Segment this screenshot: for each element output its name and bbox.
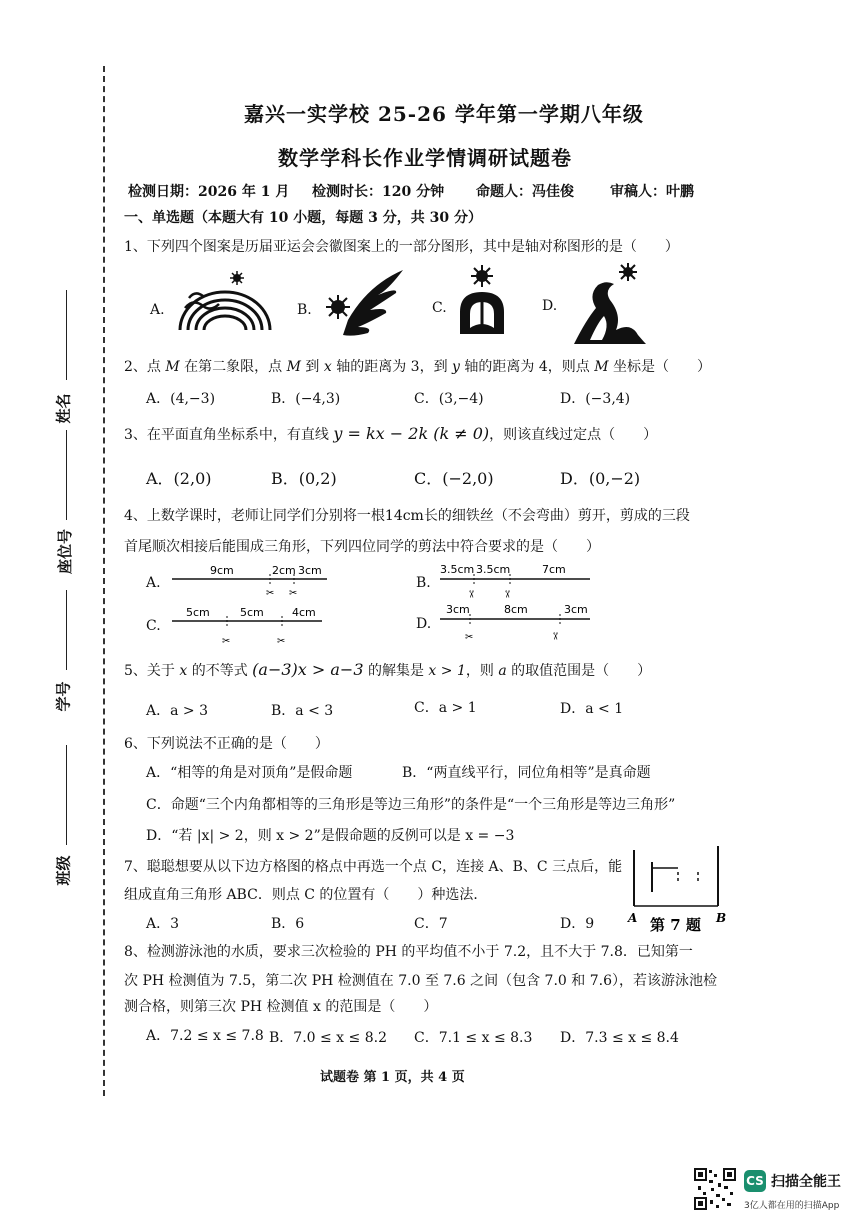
question-1-stem: 1、下列四个图案是历届亚运会会徽图案上的一部分图形，其中是轴对称图形的是（ ） xyxy=(124,239,679,255)
q2-option-b: B．(−4,3) xyxy=(271,391,341,407)
q8-option-a: A．7.2 ≤ x ≤ 7.8 xyxy=(146,1028,264,1044)
question-2-stem: 2、点 M 在第二象限，点 M 到 x 轴的距离为 3，到 y 轴的距离为 4，则点 M 坐标是（ ） xyxy=(124,359,712,375)
q7-option-a: A．3 xyxy=(146,916,180,932)
q4-d-seg-2: 8cm xyxy=(504,603,528,616)
scissors-icon: ✂ xyxy=(289,588,298,599)
class-write-line xyxy=(66,745,67,845)
exam-reviewer: 审稿人：叶鹏 xyxy=(610,184,694,200)
scissors-icon: ✂ xyxy=(266,588,275,599)
q1-option-c: C. xyxy=(432,300,447,316)
q1-figure-c xyxy=(452,262,512,342)
side-label-seat: 座位号 xyxy=(56,528,75,575)
scissors-icon: ✂ xyxy=(549,632,560,641)
name-write-line xyxy=(66,290,67,380)
q4-b-seg-1: 3.5cm xyxy=(440,563,475,576)
q7-option-b: B．6 xyxy=(271,916,305,932)
title-line-2: 数学学科长作业学情调研试题卷 xyxy=(278,146,572,170)
q4-b-seg-3: 7cm xyxy=(542,563,566,576)
q4-d-seg-1: 3cm xyxy=(446,603,470,616)
q7-option-c: C．7 xyxy=(414,916,448,932)
q5-option-a: A．a > 3 xyxy=(146,703,208,719)
exam-duration: 检测时长：120 分钟 xyxy=(312,184,445,200)
q1-figure-d xyxy=(566,260,656,348)
question-7-stem-line1: 7、聪聪想要从以下边方格图的格点中再选一个点 C，连接 A、B、C 三点后，能 xyxy=(124,859,623,875)
q1-figure-b xyxy=(318,265,408,345)
question-4-stem-line2: 首尾顺次相接后能围成三角形，下列四位同学的剪法中符合要求的是（ ） xyxy=(124,539,600,555)
question-8-stem-line3: 测合格，则第三次 PH 检测值 x 的范围是（ ） xyxy=(124,999,438,1015)
scissors-icon: ✂ xyxy=(501,590,512,599)
scissors-icon: ✂ xyxy=(277,636,286,647)
q4-b-seg-2: 3.5cm xyxy=(476,563,511,576)
q4-a-seg-1: 9cm xyxy=(210,564,234,577)
q4-a-seg-3: 3cm xyxy=(298,564,322,577)
q4-option-d-label: D. xyxy=(416,616,432,632)
q4-figure-a xyxy=(172,562,332,602)
scissors-icon: ✂ xyxy=(465,590,476,599)
q3-option-a: A．(2,0) xyxy=(146,469,212,488)
q7-grid-figure xyxy=(628,842,738,932)
question-6-stem: 6、下列说法不正确的是（ ） xyxy=(124,736,329,752)
binding-dashed-line xyxy=(103,66,105,1096)
question-3-stem: 3、在平面直角坐标系中，有直线 y = kx − 2k (k ≠ 0)，则该直线过定点（ ） xyxy=(124,424,658,443)
q4-c-seg-2: 5cm xyxy=(240,606,264,619)
q3-option-b: B．(0,2) xyxy=(271,469,337,488)
watermark-tagline: 3亿人都在用的扫描App xyxy=(744,1201,840,1211)
question-7-stem-line2: 组成直角三角形 ABC．则点 C 的位置有（ ）种选法． xyxy=(124,887,488,903)
q1-figure-a xyxy=(175,268,275,348)
exam-date: 检测日期：2026 年 1 月 xyxy=(128,184,290,200)
q2-option-d: D．(−3,4) xyxy=(560,391,631,407)
q4-figure-c xyxy=(172,604,332,646)
seat-write-line xyxy=(66,430,67,520)
q7-figure-label: 第 7 题 xyxy=(650,916,701,934)
q5-option-b: B．a < 3 xyxy=(271,703,334,719)
q3-option-d: D．(0,−2) xyxy=(560,469,641,488)
q4-c-seg-3: 4cm xyxy=(292,606,316,619)
id-write-line xyxy=(66,590,67,670)
side-label-name: 姓名 xyxy=(54,393,73,424)
q6-option-b: B．“两直线平行，同位角相等”是真命题 xyxy=(402,765,651,781)
q6-option-c: C．命题“三个内角都相等的三角形是等边三角形”的条件是“一个三角形是等边三角形” xyxy=(146,797,676,813)
question-8-stem-line1: 8、检测游泳池的水质，要求三次检验的 PH 的平均值不小于 7.2，且不大于 7.8．已知第一 xyxy=(124,944,693,960)
question-5-stem: 5、关于 x 的不等式 (a−3)x > a−3 的解集是 x > 1，则 a 的取值范围是（ ） xyxy=(124,660,652,679)
q6-option-d: D．“若 |x| > 2，则 x > 2”是假命题的反例可以是 x = −3 xyxy=(146,828,515,844)
qr-code-icon xyxy=(694,1168,736,1210)
q2-option-a: A．(4,−3) xyxy=(146,391,216,407)
q5-option-c: C．a > 1 xyxy=(414,700,477,716)
side-label-id: 学号 xyxy=(54,681,73,712)
q4-a-seg-2: 2cm xyxy=(272,564,296,577)
q1-option-b: B. xyxy=(297,302,312,318)
q4-option-b-label: B. xyxy=(416,575,431,591)
scissors-icon: ✂ xyxy=(222,636,231,647)
q7-option-d: D．9 xyxy=(560,916,595,932)
q4-c-seg-1: 5cm xyxy=(186,606,210,619)
q7-point-b: B xyxy=(716,911,727,925)
q1-option-a: A. xyxy=(150,302,165,318)
q4-option-a-label: A. xyxy=(146,575,161,591)
q8-option-b: B．7.0 ≤ x ≤ 8.2 xyxy=(269,1030,387,1046)
title-line-1: 嘉兴一实学校 25-26 学年第一学期八年级 xyxy=(244,102,644,126)
page-footer: 试题卷 第 1 页，共 4 页 xyxy=(320,1070,465,1085)
scissors-icon: ✂ xyxy=(465,632,474,643)
q1-option-d: D. xyxy=(542,298,558,314)
q4-figure-b xyxy=(440,562,600,604)
question-4-stem-line1: 4、上数学课时，老师让同学们分别将一根14cm长的细铁丝（不会弯曲）剪开，剪成的三段 xyxy=(124,508,690,524)
side-label-class: 班级 xyxy=(54,855,73,886)
q5-option-d: D．a < 1 xyxy=(560,701,624,717)
q4-option-c-label: C. xyxy=(146,618,161,634)
q8-option-c: C．7.1 ≤ x ≤ 8.3 xyxy=(414,1030,533,1046)
exam-author: 命题人：冯佳俊 xyxy=(476,184,574,200)
camscanner-logo-icon: CS xyxy=(744,1170,766,1192)
q7-point-a: A xyxy=(628,911,638,925)
q2-option-c: C．(3,−4) xyxy=(414,391,484,407)
section-heading: 一、单选题（本题大有 10 小题，每题 3 分，共 30 分） xyxy=(124,210,482,226)
q3-option-c: C．(−2,0) xyxy=(414,469,494,488)
q8-option-d: D．7.3 ≤ x ≤ 8.4 xyxy=(560,1030,679,1046)
q4-d-seg-3: 3cm xyxy=(564,603,588,616)
q6-option-a: A．“相等的角是对顶角”是假命题 xyxy=(146,765,353,781)
question-8-stem-line2: 次 PH 检测值为 7.5，第二次 PH 检测值在 7.0 至 7.6 之间（包含 7.0 和 7.6），若该游泳池检 xyxy=(124,973,717,989)
q4-figure-d xyxy=(440,602,600,646)
watermark-app-name: 扫描全能王 xyxy=(771,1174,841,1190)
